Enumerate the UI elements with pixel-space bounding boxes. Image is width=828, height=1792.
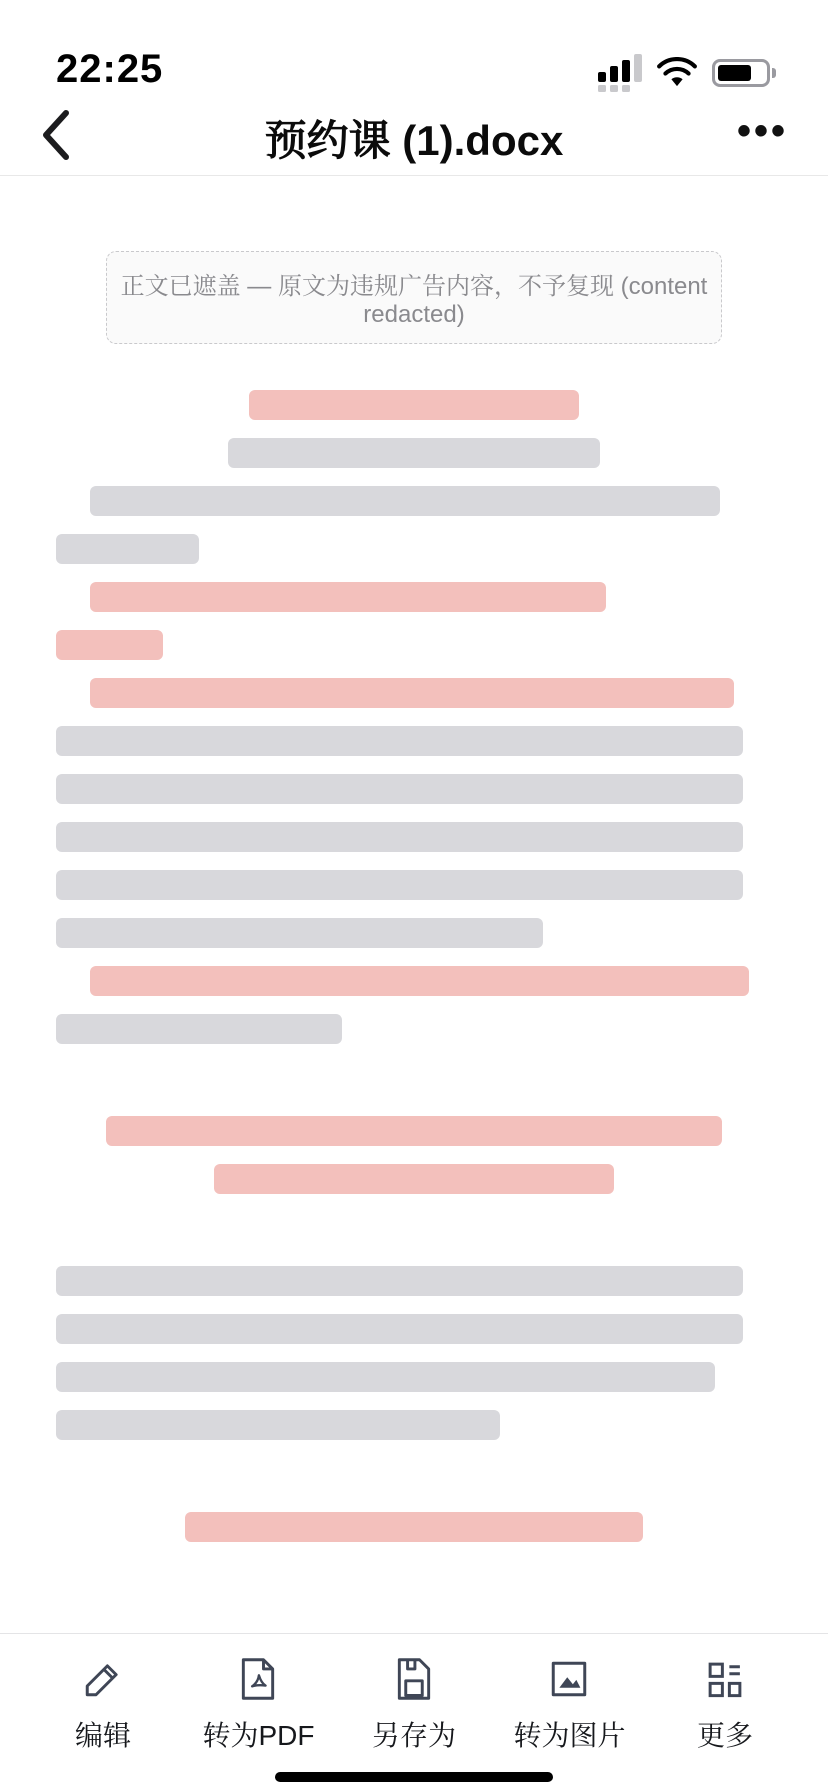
- redaction-notice: 正文已遮盖 — 原文为违规广告内容，不予复现 (content redacted): [106, 251, 722, 344]
- clock: 22:25: [56, 47, 164, 91]
- pencil-icon: [82, 1656, 124, 1702]
- status-bar: [0, 0, 828, 100]
- redacted-text-line: [56, 630, 163, 660]
- chevron-left-icon: [40, 109, 70, 166]
- redacted-text-line: [90, 486, 720, 516]
- redacted-text-line: [56, 822, 743, 852]
- redacted-text-line: [56, 1314, 743, 1344]
- nav-bar: [0, 100, 828, 176]
- paragraph-gap: [56, 1458, 772, 1494]
- redacted-text-line: [90, 582, 606, 612]
- redacted-content: [56, 390, 772, 1542]
- redacted-text-line: [90, 966, 749, 996]
- redacted-text-line: [56, 1362, 715, 1392]
- tool-label: 另存为: [371, 1720, 456, 1751]
- redacted-text-line: [56, 774, 743, 804]
- edit-button[interactable]: [48, 1656, 158, 1754]
- paragraph-gap: [56, 1212, 772, 1248]
- save-as-button[interactable]: [359, 1656, 469, 1754]
- tool-label: 转为图片: [513, 1720, 626, 1751]
- tool-label: 编辑: [74, 1720, 131, 1751]
- more-tools-button[interactable]: [670, 1656, 780, 1754]
- convert-to-pdf-button[interactable]: [202, 1656, 314, 1754]
- redacted-text-line: [90, 678, 734, 708]
- convert-to-image-button[interactable]: [513, 1656, 625, 1754]
- redacted-text-line: [56, 1014, 342, 1044]
- tool-label: 转为PDF: [202, 1720, 315, 1751]
- back-button[interactable]: [40, 109, 130, 166]
- wifi-icon: [656, 57, 698, 89]
- tool-label: 更多: [696, 1720, 753, 1751]
- redacted-text-line: [228, 438, 600, 468]
- status-icons: [598, 54, 776, 92]
- redacted-text-line: [56, 870, 743, 900]
- document-page: [0, 177, 828, 1633]
- image-file-icon: [548, 1656, 590, 1702]
- redacted-text-line: [56, 1410, 500, 1440]
- redacted-text-line: [56, 534, 199, 564]
- more-grid-icon: [704, 1656, 746, 1702]
- redacted-text-line: [249, 390, 578, 420]
- document-title: 预约课 (1).docx: [264, 116, 564, 164]
- redacted-text-line: [56, 1266, 743, 1296]
- paragraph-gap: [56, 1062, 772, 1098]
- redacted-text-line: [214, 1164, 615, 1194]
- redacted-text-line: [185, 1512, 643, 1542]
- home-indicator[interactable]: [275, 1772, 553, 1782]
- battery-icon: [712, 59, 776, 87]
- pdf-file-icon: [238, 1656, 278, 1702]
- bottom-toolbar: [0, 1633, 828, 1792]
- cellular-signal-icon: [598, 54, 642, 92]
- redacted-text-line: [106, 1116, 722, 1146]
- save-floppy-icon: [394, 1656, 434, 1702]
- more-menu-button[interactable]: [698, 108, 788, 155]
- ellipsis-icon: •••: [736, 108, 788, 153]
- redacted-text-line: [56, 726, 743, 756]
- redacted-text-line: [56, 918, 543, 948]
